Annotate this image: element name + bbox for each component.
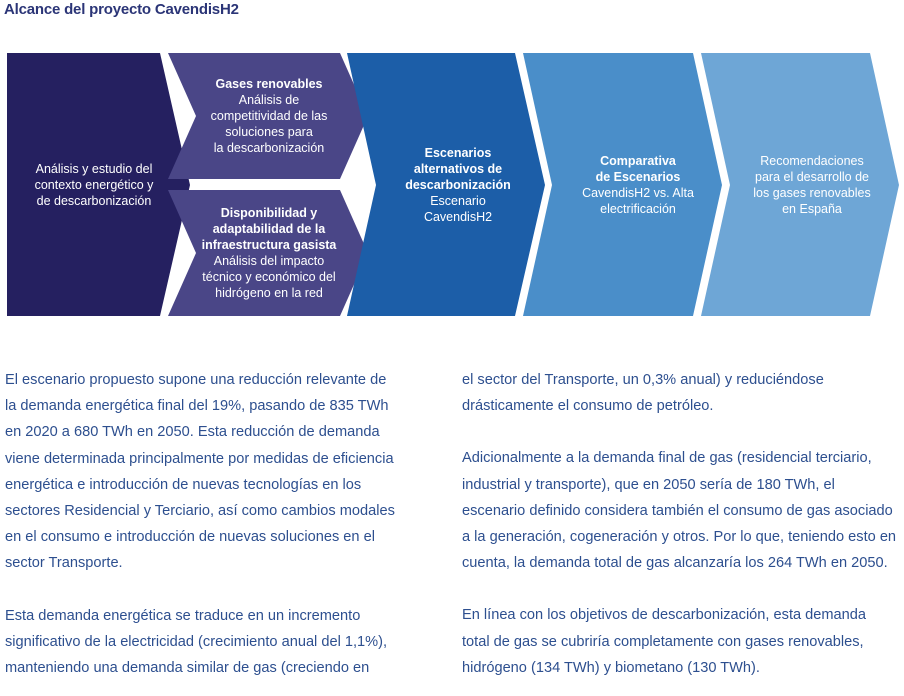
step2b-text bbox=[186, 190, 352, 316]
box-line: contexto energético y bbox=[34, 177, 154, 192]
box-line: soluciones para bbox=[225, 125, 313, 139]
box-bold-line: Disponibilidad y bbox=[220, 206, 318, 220]
paragraph-line: En línea con los objetivos de descarbonización, esta demanda bbox=[462, 607, 867, 624]
paragraph-line: significativo de la electricidad (crecimiento anual del 1,1%), bbox=[5, 633, 388, 650]
right-paragraph-1 bbox=[462, 367, 902, 419]
paragraph-line: manteniendo una demanda similar de gas (creciendo en bbox=[5, 660, 370, 677]
paragraph-line: sector Transporte. bbox=[5, 555, 123, 572]
right-paragraph-3 bbox=[462, 602, 902, 681]
paragraph-line: el sector del Transporte, un 0,3% anual) y reduciéndose bbox=[462, 372, 824, 388]
paragraph-line: energética e introducción de nuevas tecnologías en los bbox=[5, 476, 362, 493]
box-bold-line: descarbonización bbox=[405, 177, 511, 192]
box-line: técnico y económico del bbox=[202, 270, 336, 284]
box-bold-line: alternativos de bbox=[413, 161, 503, 176]
box-bold-line: adaptabilidad de la bbox=[212, 222, 326, 236]
box-line: Escenario bbox=[430, 193, 486, 208]
box-line: CavendisH2 bbox=[423, 209, 493, 224]
box-line: los gases renovables bbox=[753, 185, 871, 200]
paragraph-line: escenario definido considera también el consumo de gas asociado bbox=[462, 502, 893, 519]
box-line: en España bbox=[782, 201, 842, 216]
step4-text bbox=[554, 53, 722, 316]
box-line: competitividad de las bbox=[210, 109, 328, 123]
paragraph-line: cuenta, la demanda total de gas alcanzaría los 264 TWh en 2050. bbox=[462, 555, 888, 572]
paragraph-line: Esta demanda energética se traduce en un incremento bbox=[5, 607, 361, 624]
box-bold-line: Comparativa bbox=[600, 153, 676, 168]
box-line: hidrógeno en la red bbox=[215, 286, 323, 300]
left-paragraph-1 bbox=[5, 367, 425, 577]
paragraph-line: industrial y transporte), que en 2050 sería de 180 TWh, el bbox=[462, 476, 835, 493]
box-line: para el desarrollo de bbox=[755, 169, 869, 184]
box-line: la descarbonización bbox=[213, 141, 325, 155]
box-line: Análisis y estudio del bbox=[35, 161, 153, 176]
box-line: Recomendaciones bbox=[760, 153, 864, 168]
paragraph-line: El escenario propuesto supone una reducción relevante de bbox=[5, 372, 387, 388]
paragraph-line: a la generación, cogeneración y otros. Por lo que, teniendo esto en bbox=[462, 529, 897, 546]
step1-text bbox=[14, 53, 174, 316]
page-title: Alcance del proyecto CavendisH2 bbox=[4, 1, 239, 18]
box-bold-line: Gases renovables bbox=[215, 77, 323, 91]
box-line: CavendisH2 vs. Alta bbox=[582, 185, 694, 200]
paragraph-line: drásticamente el consumo de petróleo. bbox=[462, 398, 714, 415]
paragraph-line: total de gas se cubriría completamente con gases renovables, bbox=[462, 633, 864, 650]
right-paragraph-2 bbox=[462, 445, 902, 576]
step3-text bbox=[374, 53, 542, 316]
paragraph-line: hidrógeno (134 TWh) y biometano (130 TWh). bbox=[462, 659, 760, 676]
box-line: electrificación bbox=[600, 201, 676, 216]
paragraph-line: sectores Residencial y Terciario, así como cambios modales bbox=[5, 503, 395, 520]
step2a-text bbox=[186, 53, 352, 179]
paragraph-line: Adicionalmente a la demanda final de gas (residencial terciario, bbox=[462, 450, 872, 467]
box-bold-line: de Escenarios bbox=[595, 169, 681, 184]
right-column bbox=[462, 367, 902, 681]
paragraph-line: viene determinada principalmente por medidas de eficiencia bbox=[5, 450, 394, 467]
paragraph-line: la demanda energética final del 19%, pasando de 835 TWh bbox=[5, 398, 389, 415]
box-line: de descarbonización bbox=[36, 193, 152, 208]
left-paragraph-2 bbox=[5, 603, 425, 682]
box-bold-line: Escenarios bbox=[424, 145, 492, 160]
box-bold-line: infraestructura gasista bbox=[201, 238, 337, 252]
step5-text bbox=[728, 53, 896, 316]
paragraph-line: en el consumo e introducción de nuevas soluciones en el bbox=[5, 529, 375, 546]
paragraph-line: en 2020 a 680 TWh en 2050. Esta reducción de demanda bbox=[5, 424, 380, 441]
box-line: Análisis de bbox=[238, 93, 300, 107]
left-column bbox=[5, 367, 425, 681]
box-line: Análisis del impacto bbox=[213, 254, 325, 268]
